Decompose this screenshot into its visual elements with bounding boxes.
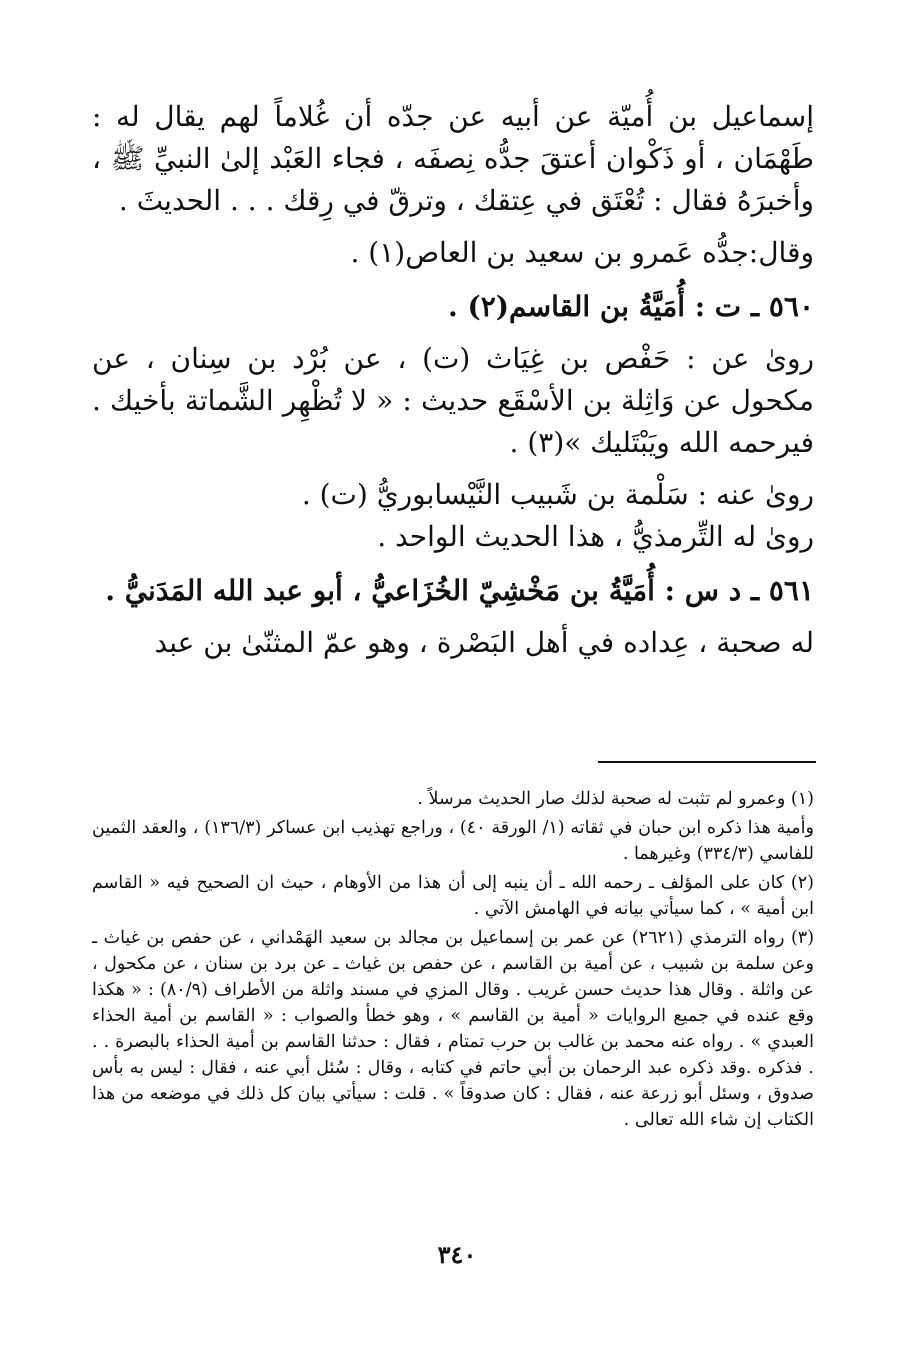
entry-heading-560: ٥٦٠ ـ ت : أُمَيَّةُ بن القاسم(٢) .: [447, 290, 814, 323]
footnote-divider: [598, 761, 816, 763]
footnotes: [92, 786, 814, 1136]
paragraph-ismail-hadith: إسماعيل بن أُميّة عن أبيه عن جدّه أن غُلاماً لهم يقال له : طَهْمَان ، أو ذَكْوان أعتقَ جدُّه نِصفَه ، فجاء العَبْد إلىٰ النبيِّ ﷺ ، وأخبرَهُ فقال : تُعْتَق في عِتقك ، وترقّ في رِقك . . . الحديثَ .: [92, 100, 814, 217]
paragraph-narrated-from: روىٰ عن : حَفْص بن غِيَاث (ت) ، عن بُرْد بن سِنان ، عن مكحول عن وَاثِلة بن الأسْقَع حديث : « لا تُظْهِر الشَّماتة بأخيك . فيرحمه الله ويَبْتَليك »(٣) .: [92, 342, 814, 459]
footnote-1-continued: وأمية هذا ذكره ابن حبان في ثقاته (١/ الورقة ٤٠) ، وراجع تهذيب ابن عساكر (١٣٦/٣) ، والعقد الثمين للفاسي (٣٣٤/٣) وغيرهما .: [92, 818, 814, 864]
paragraph-tirmidhi: روىٰ له التِّرمذيُّ ، هذا الحديث الواحد .: [377, 520, 814, 553]
paragraph-companionship: له صحبة ، عِداده في أهل البَصْرة ، وهو عمّ المثنّىٰ بن عبد: [154, 626, 814, 659]
entry-heading-561: ٥٦١ ـ د س : أُمَيَّةُ بن مَخْشِيّ الخُزَاعيُّ ، أبو عبد الله المَدَنيُّ .: [105, 574, 814, 607]
paragraph-narrated-by: روىٰ عنه : سَلْمة بن شَبيب النَّيْسابوريُّ (ت) .: [301, 478, 814, 511]
page-number: ٣٤٠: [437, 1240, 477, 1269]
footnote-2: (٢) كان على المؤلف ـ رحمه الله ـ أن ينبه إلى أن هذا من الأوهام ، حيث ان الصحيح فيه « القاسم ابن أمية » ، كما سيأتي بيانه في الهامش الآتي .: [92, 873, 814, 919]
main-text: [92, 96, 814, 664]
footnote-1: (١) وعمرو لم تثبت له صحبة لذلك صار الحديث مرسلاً .: [417, 789, 814, 809]
footnote-3: (٣) رواه الترمذي (٢٦٢١) عن عمر بن إسماعيل بن مجالد بن سعيد الهَمْداني ، عن حفص بن غياث ـ وعن سلمة بن شبيب ، عن أمية بن القاسم ، عن حفص بن غياث ـ عن برد بن سنان ، عن مكحول ، عن واثلة . وقال هذا حديث حسن غريب . وقال المزي في مسند واثلة من الأطراف (٨٠/٩) : « هكذا وقع عنده في جميع الروايات « أمية بن القاسم » ، وهو خطأ والصواب : « القاسم بن أمية الحذاء العبدي » . رواه عنه محمد بن غالب بن حرب تمتام ، فقال : حدثنا القاسم بن أمية الحذاء بالبصرة . . . فذكره .وقد ذكره عبد الرحمان بن أبي حاتم في كتابه ، وقال : سُئل أبي عنه ، فقال : ليس به بأس صدوق ، وسئل أبو زرعة عنه ، فقال : كان صدوقاً » . قلت : سيأتي بيان كل ذلك في موضعه من هذا الكتاب إن شاء الله تعالى .: [92, 928, 815, 1130]
paragraph-grandfather: وقال:جدُّه عَمرو بن سعيد بن العاص(١) .: [350, 236, 814, 269]
